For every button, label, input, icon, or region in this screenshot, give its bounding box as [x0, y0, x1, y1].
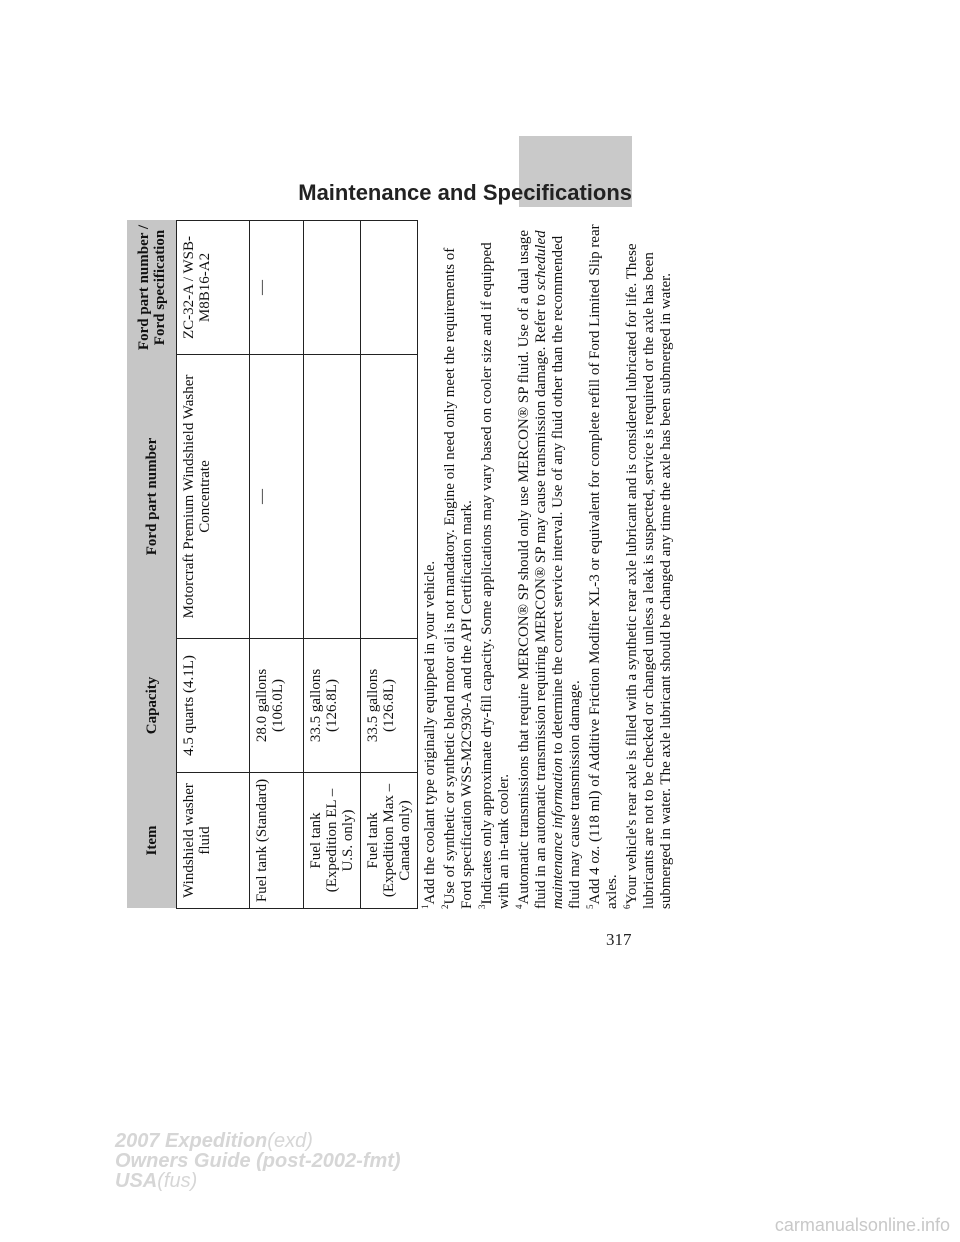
- page-number: 317: [606, 930, 632, 949]
- table-row: [361, 221, 418, 909]
- watermark: carmanualsonline.info: [774, 1215, 950, 1235]
- cell-specification: [304, 221, 361, 355]
- spec-table: [127, 220, 418, 909]
- document-footer: [115, 1131, 401, 1191]
- cell-capacity: 4.5 quarts (4.1L): [177, 639, 250, 773]
- cell-specification: ZC-32-A / WSB-M8B16-A2: [177, 221, 250, 355]
- footnote: [587, 221, 621, 909]
- table-row: [304, 221, 361, 909]
- footnote-marker: 1: [420, 904, 430, 909]
- footnote: [422, 221, 439, 909]
- table-header-row: [127, 221, 177, 909]
- column-header-item: Item: [127, 773, 177, 909]
- cell-item: Fuel tank (Standard): [250, 773, 304, 909]
- footnote: [442, 221, 476, 909]
- footer-guide: Owners Guide (post-2002-fmt): [115, 1150, 401, 1172]
- footnote-text: Indicates only approximate dry-fill capacity. Some applications may vary based on cooler size and if equipped with an in-tank cooler.: [479, 242, 512, 909]
- footnote-reference: scheduled maintenance information: [533, 230, 566, 909]
- footnote: [479, 221, 513, 909]
- cell-specification: —: [250, 221, 304, 355]
- footer-market: USA: [115, 1170, 158, 1192]
- cell-part-number: —: [250, 355, 304, 639]
- footer-market-code: (fus): [157, 1170, 198, 1192]
- footnote: [624, 221, 675, 909]
- footnote-marker: 5: [585, 904, 595, 909]
- column-header-capacity: Capacity: [127, 639, 177, 773]
- cell-item: Fuel tank (Expedition Max – Canada only): [361, 773, 418, 909]
- table-row: [250, 221, 304, 909]
- footnote-text: Automatic transmissions that require MERCON® SP should only use MERCON® SP fluid. Use of a dual usage fluid in an automatic transmission requiring MERCON® SP may cause transmission damage. Refer to: [516, 229, 549, 909]
- footnote-marker: 2: [440, 904, 450, 909]
- cell-capacity: 33.5 gallons (126.8L): [304, 639, 361, 773]
- footnote-marker: 4: [514, 904, 524, 909]
- column-header-specification: Ford part number / Ford specification: [127, 221, 177, 355]
- section-title: Maintenance and Specifications: [298, 180, 632, 205]
- footnote-text: Your vehicle's rear axle is filled with a synthetic rear axle lubricant and is considered lubricated for life. These lubricants are not to be checked or changed unless a leak is suspected, service is required or the axle has been submerged in water. The axle lubricant should be changed any time the axle has been submerged in water.: [624, 243, 674, 909]
- cell-part-number: [361, 355, 418, 639]
- footnote-marker: 6: [622, 904, 632, 909]
- footnote-text: Use of synthetic or synthetic blend motor oil is not mandatory. Engine oil need only meet the requirements of Ford specification WSS-M2C930-A and the API Certification mark.: [442, 247, 475, 909]
- column-header-part-number: Ford part number: [127, 355, 177, 639]
- table-row: [177, 221, 250, 909]
- cell-part-number: Motorcraft Premium Windshield Washer Concentrate: [177, 355, 250, 639]
- cell-specification: [361, 221, 418, 355]
- footnote-text: Add the coolant type originally equipped in your vehicle.: [422, 560, 438, 905]
- cell-item: Windshield washer fluid: [177, 773, 250, 909]
- cell-capacity: 28.0 gallons (106.0L): [250, 639, 304, 773]
- footnote-marker: 3: [477, 904, 487, 909]
- footnote-text: Add 4 oz. (118 ml) of Additive Friction Modifier XL-3 or equivalent for complete refill of Ford Limited Slip rear axles.: [587, 224, 620, 909]
- cell-part-number: [304, 355, 361, 639]
- footnote-text: to determine the correct service interval. Use of any fluid other than the recommended fluid may cause transmission damage.: [550, 235, 583, 909]
- footer-model: 2007 Expedition: [115, 1130, 268, 1152]
- footer-model-code: (exd): [267, 1130, 313, 1152]
- rotated-page-content: [127, 220, 674, 910]
- footnote: [516, 221, 584, 909]
- cell-item: Fuel tank (Expedition EL – U.S. only): [304, 773, 361, 909]
- footnotes: [422, 221, 675, 910]
- cell-capacity: 33.5 gallons (126.8L): [361, 639, 418, 773]
